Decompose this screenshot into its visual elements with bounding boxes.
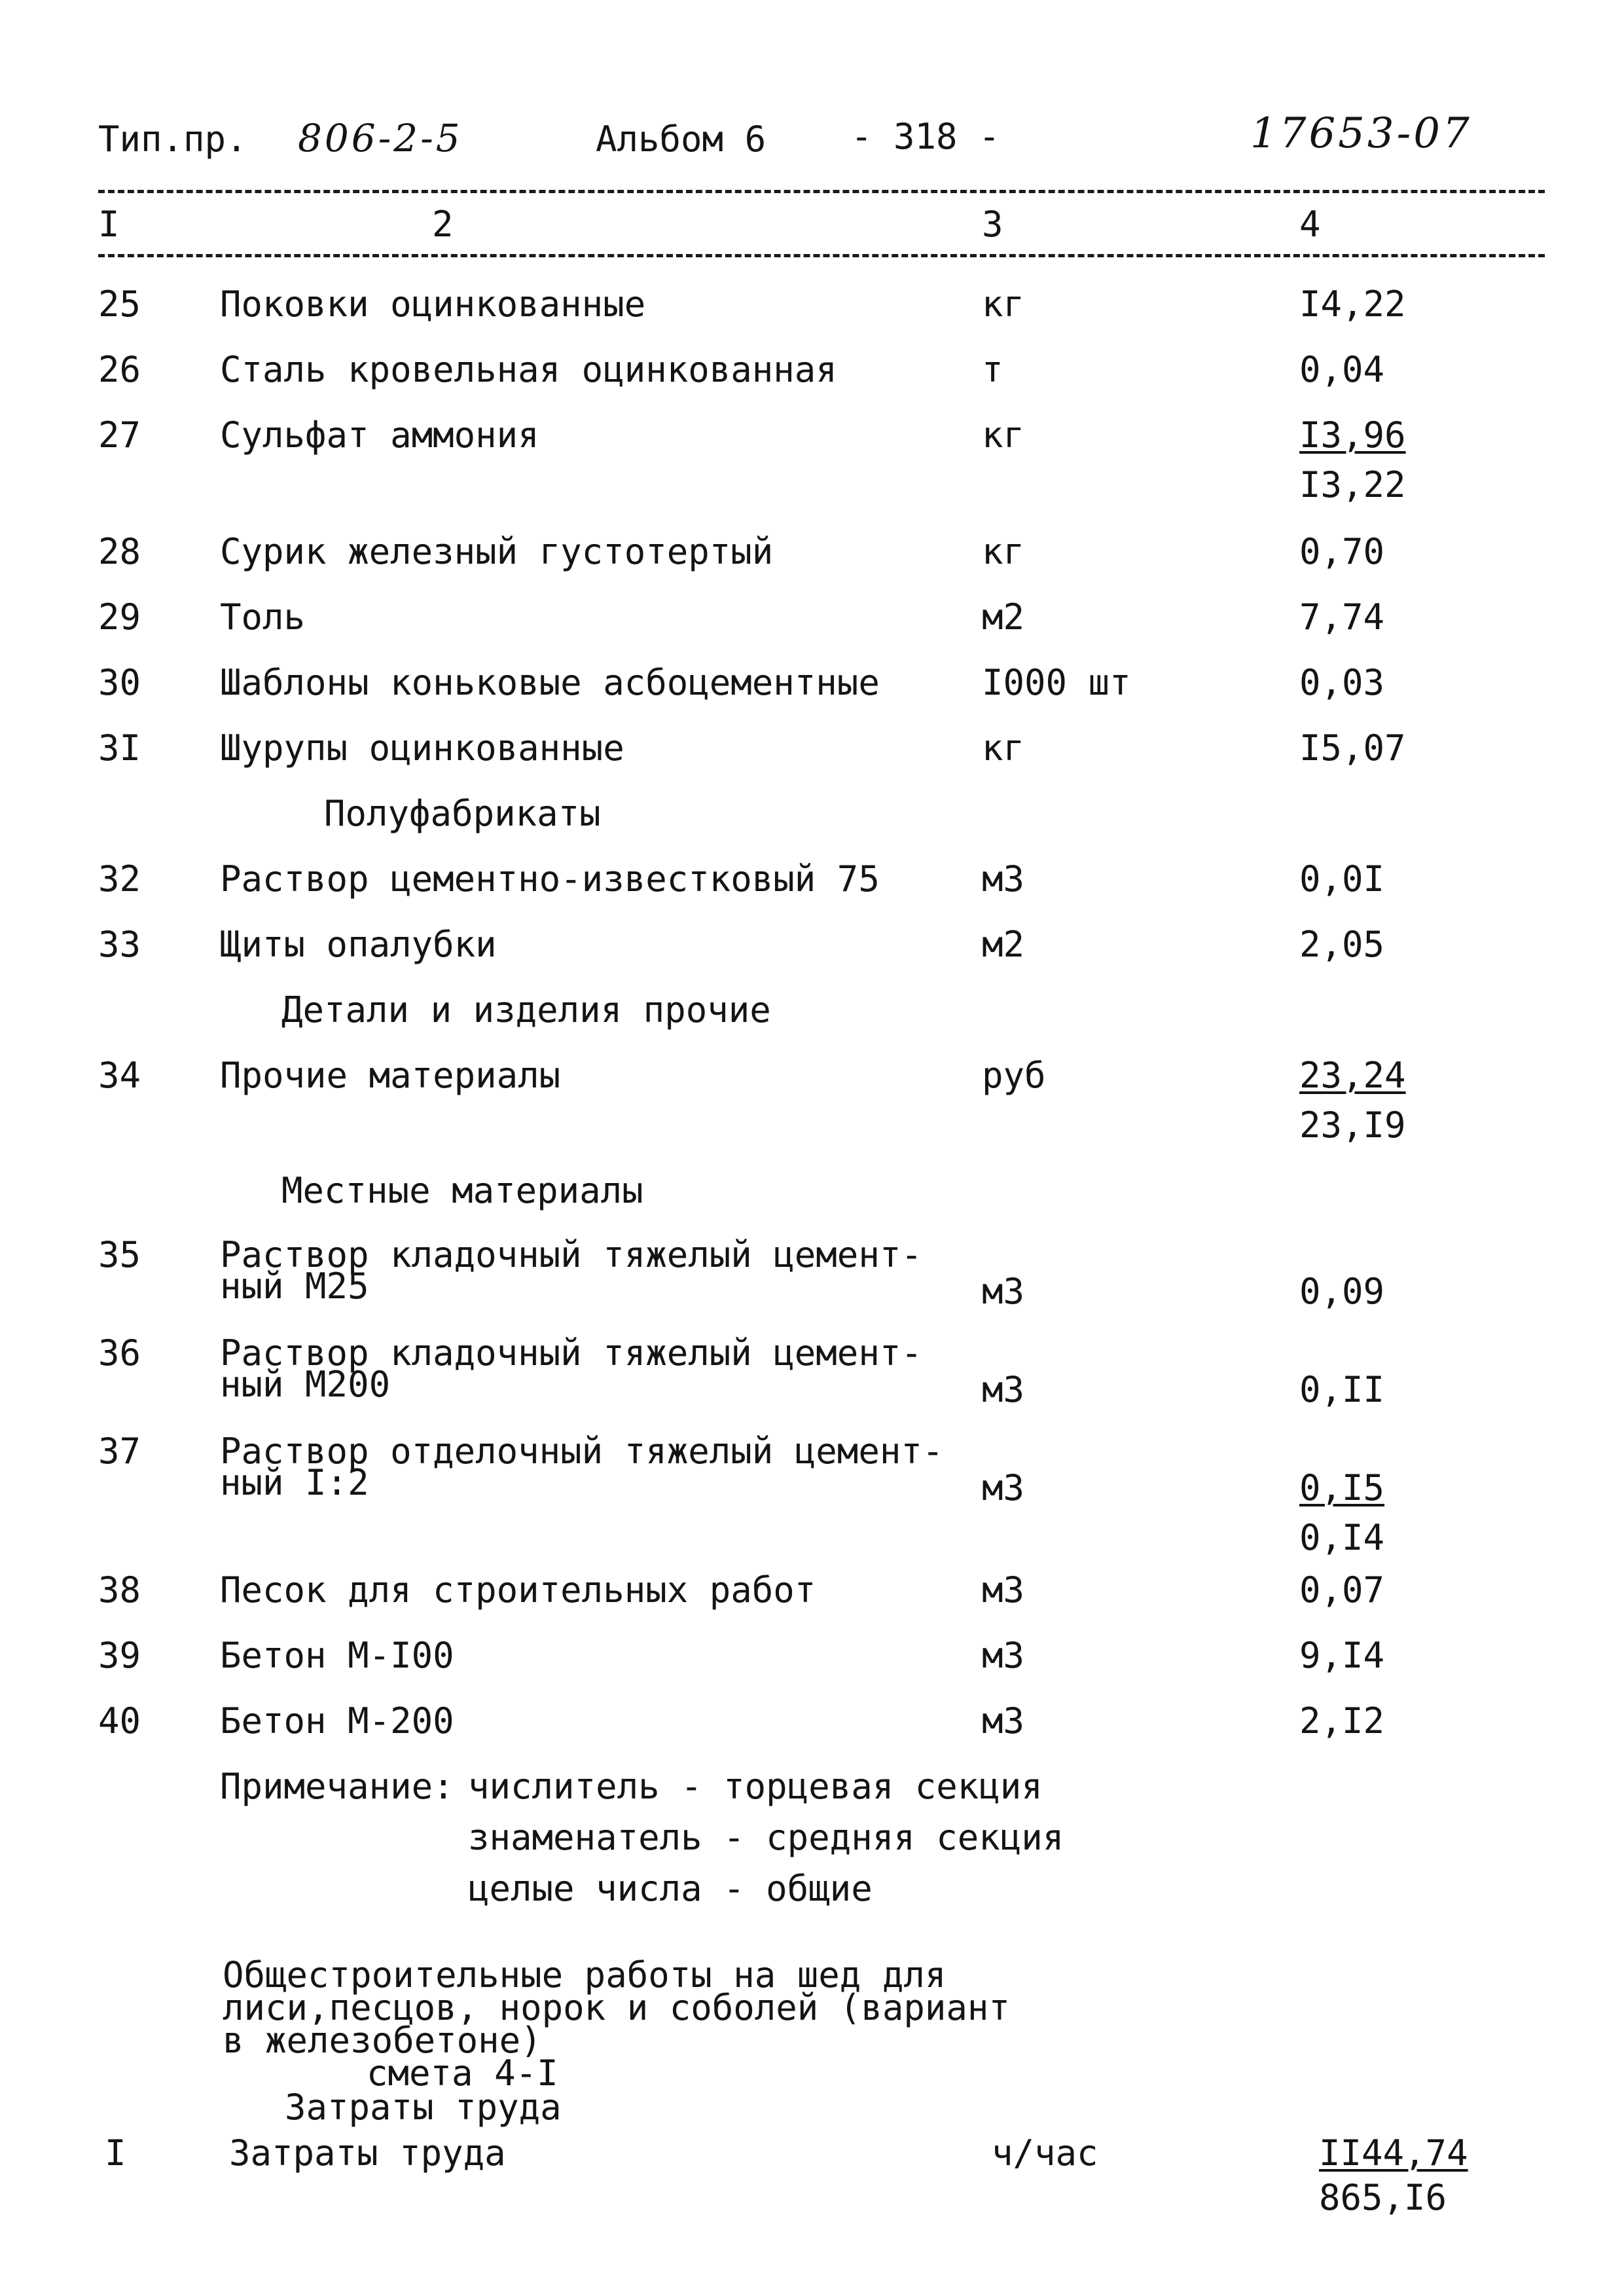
row-number: 27 (98, 414, 141, 456)
row-number: 32 (98, 858, 141, 900)
table-row (0, 662, 1624, 718)
row-value: 2,05 (1299, 924, 1385, 965)
row-unit: I000 шт (982, 662, 1131, 703)
row-unit: м3 (982, 1700, 1025, 1742)
row-number: 26 (98, 349, 141, 390)
footer-estimate: смета 4-I (367, 2053, 558, 2094)
row-value: 0,07 (1299, 1569, 1385, 1611)
row-value: 2,I2 (1299, 1700, 1385, 1742)
table-row (0, 1569, 1624, 1625)
row-number: 35 (98, 1234, 141, 1275)
document-number: 17653-07 (1250, 109, 1472, 158)
row-number: 25 (98, 283, 141, 325)
row-name: Раствор кладочный тяжелый цемент- (220, 1332, 922, 1374)
row-value: 7,74 (1299, 596, 1385, 638)
row-value: I5,07 (1299, 727, 1406, 769)
row-value-denominator: 23,I9 (1299, 1104, 1406, 1146)
row-unit: руб (982, 1055, 1046, 1096)
row-name: Прочие материалы (220, 1055, 561, 1096)
table-row (0, 924, 1624, 979)
table-row (0, 1234, 1624, 1323)
footer-row-value-numerator: II44,74 (1319, 2132, 1468, 2174)
row-unit: м3 (982, 1369, 1025, 1410)
row-name: Щиты опалубки (220, 924, 497, 965)
row-unit: м3 (982, 1635, 1025, 1676)
type-label: Тип.пр. (98, 119, 247, 160)
row-value: 0,03 (1299, 662, 1385, 703)
footer-line-2: лиси,песцов, норок и соболей (вариант (223, 1987, 1010, 2028)
row-number: 38 (98, 1569, 141, 1611)
column-header-4: 4 (1299, 204, 1321, 245)
header-rule-bottom (98, 254, 1545, 257)
row-name: Шаблоны коньковые асбоцементные (220, 662, 880, 703)
table-row (0, 283, 1624, 339)
page-number: - 318 - (851, 116, 1000, 157)
footer-row-unit: ч/час (992, 2132, 1098, 2174)
table-row (0, 1635, 1624, 1690)
footer-row-number: I (105, 2132, 126, 2174)
album-label: Альбом 6 (596, 119, 767, 160)
row-name: Поковки оцинкованные (220, 283, 646, 325)
row-unit: кг (982, 414, 1025, 456)
header-rule-top (98, 190, 1545, 193)
row-name: Сурик железный густотертый (220, 531, 774, 572)
row-value: I4,22 (1299, 283, 1406, 325)
footer-line-1: Общестроительные работы на шед для (223, 1954, 947, 1996)
row-number: 33 (98, 924, 141, 965)
note-line-1: числитель - торцевая секция (468, 1766, 1043, 1807)
table-row (0, 1332, 1624, 1421)
row-value: 0,0I (1299, 858, 1385, 900)
row-value: 0,II (1299, 1369, 1385, 1410)
row-value: 0,04 (1299, 349, 1385, 390)
row-unit: кг (982, 283, 1025, 325)
row-unit: кг (982, 531, 1025, 572)
footer-line-3: в железобетоне) (223, 2020, 542, 2061)
section-heading-other: Детали и изделия прочие (281, 989, 771, 1031)
row-name-continuation: ный М25 (220, 1266, 369, 1307)
note-line-3: целые числа - общие (468, 1868, 873, 1909)
row-number: 36 (98, 1332, 141, 1374)
row-name: Бетон М-I00 (220, 1635, 454, 1676)
row-number: 34 (98, 1055, 141, 1096)
row-value-denominator: I3,22 (1299, 464, 1406, 505)
row-name: Раствор отделочный тяжелый цемент- (220, 1431, 944, 1472)
row-value-numerator: 23,24 (1299, 1055, 1406, 1096)
row-name: Раствор цементно-известковый 75 (220, 858, 880, 900)
row-unit: м2 (982, 596, 1025, 638)
row-number: 37 (98, 1431, 141, 1472)
row-unit: м2 (982, 924, 1025, 965)
row-value: 0,09 (1299, 1271, 1385, 1312)
table-row (0, 1700, 1624, 1756)
note-label: Примечание: (220, 1766, 454, 1807)
row-name: Песок для строительных работ (220, 1569, 816, 1611)
row-name: Шурупы оцинкованные (220, 727, 624, 769)
row-name-continuation: ный I:2 (220, 1462, 369, 1503)
table-row (0, 1055, 1624, 1146)
table-row (0, 596, 1624, 652)
row-name: Сталь кровельная оцинкованная (220, 349, 837, 390)
row-number: 30 (98, 662, 141, 703)
table-row (0, 349, 1624, 405)
row-unit: м3 (982, 1271, 1025, 1312)
project-code: 806-2-5 (298, 116, 463, 160)
column-header-3: 3 (982, 204, 1003, 245)
row-unit: м3 (982, 1569, 1025, 1611)
row-name: Бетон М-200 (220, 1700, 454, 1742)
row-name-continuation: ный М200 (220, 1364, 391, 1405)
row-name: Раствор кладочный тяжелый цемент- (220, 1234, 922, 1275)
section-heading-semi: Полуфабрикаты (324, 793, 601, 834)
column-header-2: 2 (432, 204, 454, 245)
section-heading-local: Местные материалы (281, 1170, 643, 1211)
table-row (0, 1431, 1624, 1558)
row-name: Толь (220, 596, 306, 638)
row-value: 0,70 (1299, 531, 1385, 572)
footer-row-value-denominator: 865,I6 (1319, 2177, 1447, 2218)
table-row (0, 858, 1624, 914)
row-value-numerator: I3,96 (1299, 414, 1406, 456)
row-value: 9,I4 (1299, 1635, 1385, 1676)
row-unit: м3 (982, 1467, 1025, 1508)
table-row (0, 531, 1624, 587)
row-number: 40 (98, 1700, 141, 1742)
row-unit: т (982, 349, 1003, 390)
row-name: Сульфат аммония (220, 414, 539, 456)
table-row (0, 414, 1624, 505)
row-unit: кг (982, 727, 1025, 769)
row-number: 28 (98, 531, 141, 572)
row-number: 39 (98, 1635, 141, 1676)
row-number: 3I (98, 727, 141, 769)
note-line-2: знаменатель - средняя секция (468, 1817, 1064, 1858)
column-header-1: I (98, 204, 120, 245)
footer-row-name: Затраты труда (229, 2132, 506, 2174)
footer-heading: Затраты труда (285, 2087, 562, 2128)
row-number: 29 (98, 596, 141, 638)
row-value-numerator: 0,I5 (1299, 1467, 1385, 1508)
table-row (0, 727, 1624, 783)
row-unit: м3 (982, 858, 1025, 900)
row-value-denominator: 0,I4 (1299, 1517, 1385, 1558)
